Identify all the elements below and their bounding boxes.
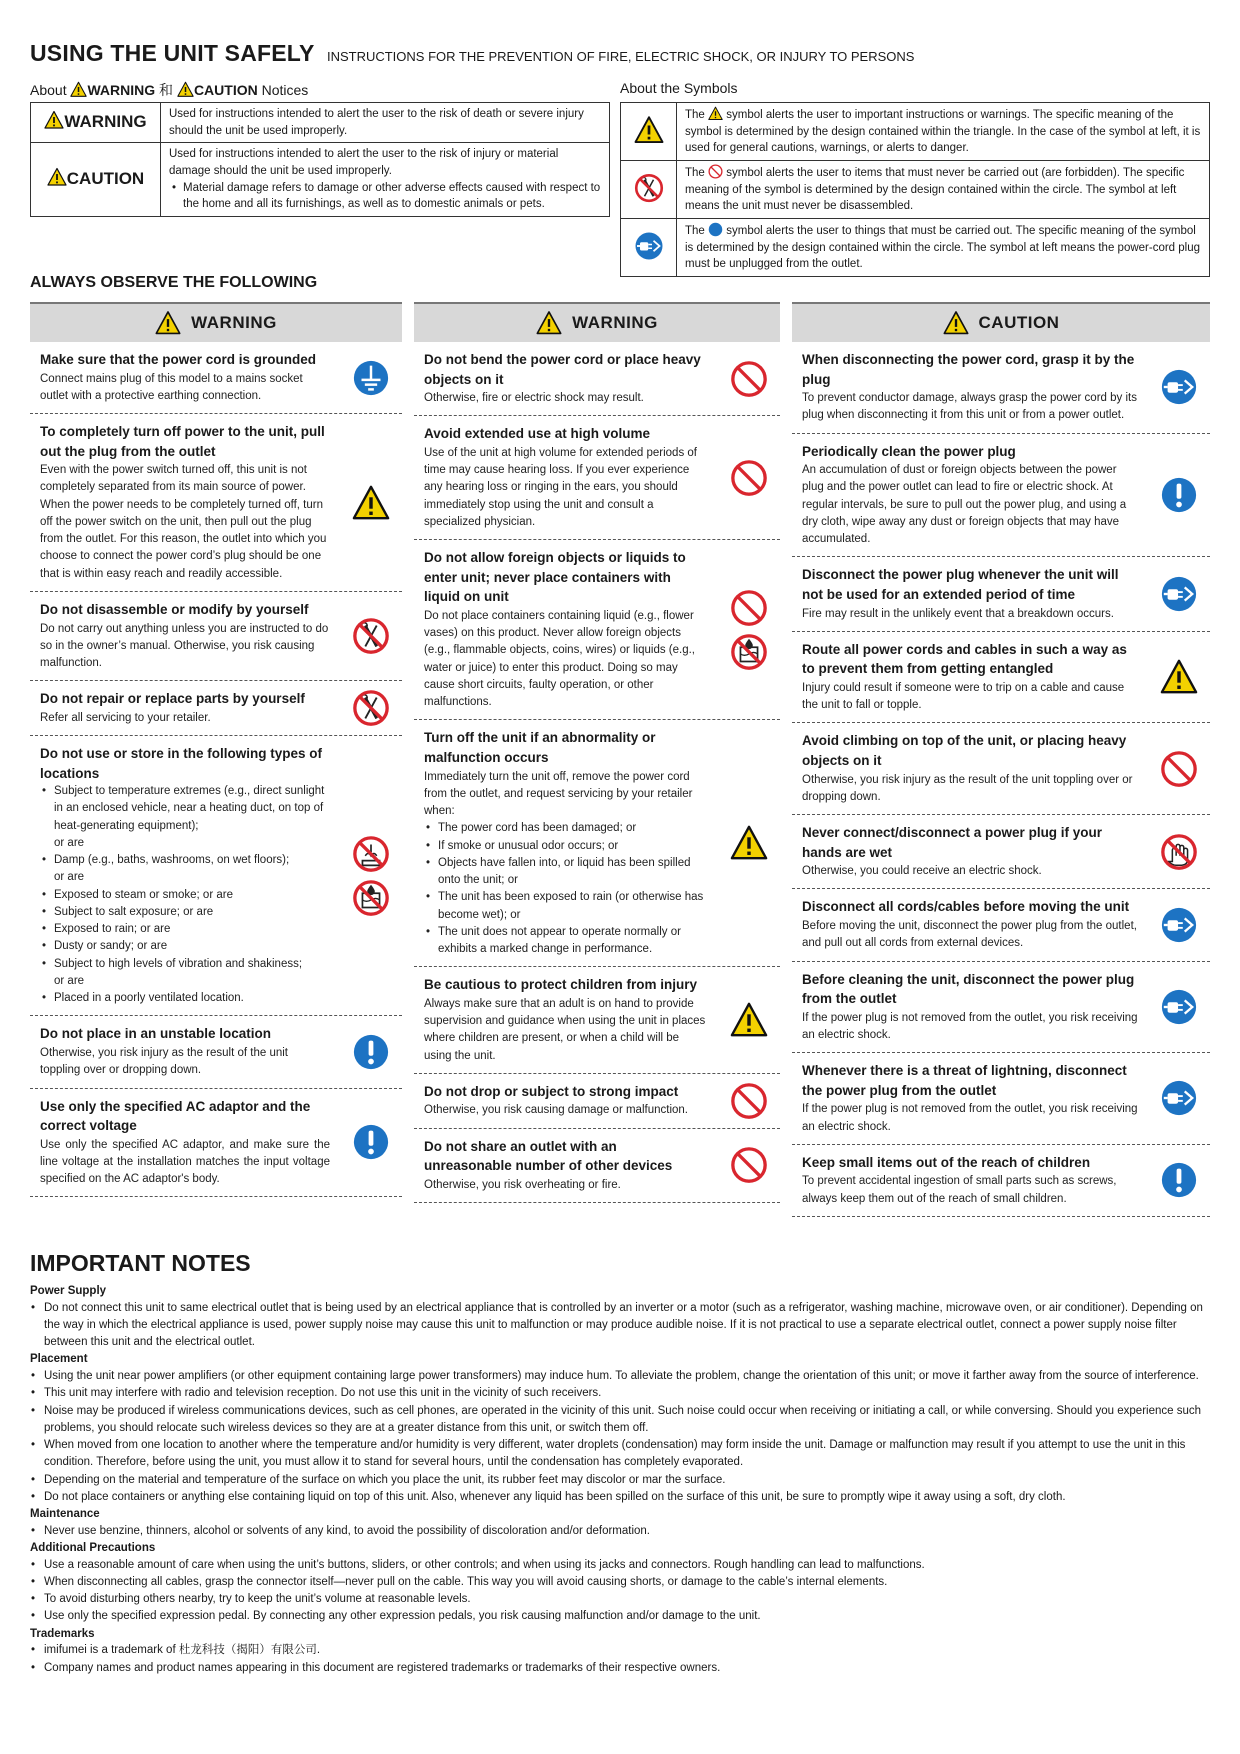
notes-bullet: • Use only the specified expression pedal. By connecting any other expression pedals, you risk causing malfunction and/or damage to the unit. (44, 1608, 1220, 1625)
safety-item (792, 962, 1210, 1054)
notes-bullet: • This unit may interfere with radio and television reception. Do not use this unit in the vicinity of such receivers. (44, 1385, 1220, 1402)
warning-triangle-icon (155, 310, 181, 336)
important-notes (30, 1250, 1220, 1677)
mandatory-icon (1160, 1161, 1198, 1199)
safety-item (30, 1089, 402, 1198)
item-description: Use of the unit at high volume for extended periods of time may cause hearing loss. If you ever experience any hearing loss or ringing in the ears, you should immediately stop using the unit and consult a specialized physician. (424, 446, 697, 528)
no-wet-hands-icon (1160, 833, 1198, 871)
safety-item (792, 342, 1210, 434)
notes-section-heading: Trademarks (30, 1627, 95, 1640)
warning-triangle-icon (70, 81, 87, 98)
notice-label: CAUTION (66, 169, 145, 189)
notes-bullet-list (30, 1523, 1220, 1540)
warning-triangle-icon (177, 81, 194, 98)
safety-item (414, 720, 780, 967)
safety-item (792, 557, 1210, 631)
symbol-definitions-table (620, 102, 1210, 277)
item-title: Whenever there is a threat of lightning, disconnect the power plug from the outlet (802, 1063, 1127, 1098)
safety-item (792, 815, 1210, 889)
item-description: Otherwise, you risk injury as the result of the unit toppling over or dropping down. (802, 773, 1133, 803)
warning-triangle-icon (943, 310, 969, 336)
item-description: An accumulation of dust or foreign objects between the power plug and the power outlet can lead to fire or electric shock. At regular intervals, be sure to pull out the power plug, and using a dry cloth, wipe away any dust or foreign objects that may have accumulated. (802, 464, 1127, 546)
about-symbols-heading: About the Symbols (620, 80, 738, 96)
item-title: Do not share an outlet with an unreasonable number of other devices (424, 1138, 673, 1174)
item-title: Disconnect all cords/cables before moving the unit (802, 899, 1130, 915)
symbol-description: symbol alerts the user to items that must never be carried out (are forbidden). The specific meaning of the symbol is determined by the design contained within the circle. The symbol at left means the unit must never be disassembled. (685, 167, 1185, 213)
item-title: When disconnecting the power cord, grasp it by the plug (802, 352, 1135, 387)
item-bullet: • Exposed to steam or smoke; or are (54, 887, 330, 904)
symbol-row-prohibited: The symbol alerts the user to items that must never be carried out (are forbidden). The specific meaning of the symbol is determined by the design contained within the circle. The symbol at left means the unit must never be disassembled. (621, 161, 1210, 219)
item-title: Never connect/disconnect a power plug if your hands are wet (802, 825, 1103, 860)
mandatory-icon (352, 1033, 390, 1071)
page-title: USING THE UNIT SAFELY (30, 40, 315, 66)
notes-section-heading: Power Supply (30, 1285, 107, 1297)
prohibited-icon (730, 1146, 768, 1184)
no-water-icon (352, 879, 390, 917)
unplug-icon (1160, 906, 1198, 944)
item-description: Injury could result if someone were to trip on a cable and cause the unit to fall or topple. (802, 681, 1125, 712)
mandatory-dot-icon (708, 222, 723, 237)
safety-item (414, 540, 780, 720)
notes-bullet: • imifumei is a trademark of 杜龙科技（揭阳）有限公司. (44, 1642, 1220, 1659)
item-description: To prevent conductor damage, always grasp the power cord by its plug when disconnecting it from this unit or from a power outlet. (802, 392, 1137, 422)
item-description: Connect mains plug of this model to a mains socket outlet with a protective earthing connection. (40, 372, 303, 402)
item-title: Do not use or store in the following types of locations (40, 746, 323, 781)
warning-triangle-icon (352, 484, 390, 522)
safety-item (414, 1129, 780, 1203)
item-bullet: or are (54, 871, 85, 884)
safety-item (414, 416, 780, 540)
notes-bullet: • Using the unit near power amplifiers (or other equipment containing large power transformers) may induce hum. To alleviate the problem, change the orientation of this unit; or move it farther away from the source of interference. (44, 1368, 1220, 1385)
unplug-icon (1160, 575, 1198, 613)
symbol-row-mandatory: The symbol alerts the user to things that must be carried out. The specific meaning of the symbol is determined by the design contained within the circle. The symbol at left means the power-cord plug must be unplugged from the outlet. (621, 219, 1210, 277)
notes-bullet-list (30, 1642, 1220, 1677)
safety-item (414, 342, 780, 416)
item-title: Do not place in an unstable location (40, 1026, 272, 1042)
notes-bullet: • Noise may be produced if wireless communications devices, such as cell phones, are operated in the vicinity of this unit. Such noise could occur when receiving or initiating a call, or while conversing. Should you experience such problems, you should relocate such wireless devices so they are at a greater distance from this unit, or switch them off. (44, 1403, 1220, 1438)
item-title: Use only the specified AC adaptor and the correct voltage (40, 1098, 311, 1134)
item-description: Do not carry out anything unless you are instructed to do so in the owner’s manual. Otherwise, you risk causing malfunction. (40, 622, 329, 669)
symbol-description: symbol alerts the user to things that must be carried out. The specific meaning of the symbol is determined by the design contained within the circle. The symbol at left means the power-cord plug must be unplugged from the outlet. (685, 225, 1201, 271)
item-description: Use only the specified AC adaptor, and make sure the line voltage at the installation matches the input voltage specified on the AC adaptor's body. (40, 1138, 330, 1186)
item-description: If the power plug is not removed from the outlet, you risk receiving an electric shock. (802, 1011, 1138, 1041)
prohibited-icon (708, 164, 723, 179)
item-title: Make sure that the power cord is grounded (40, 352, 317, 367)
safety-item (792, 632, 1210, 724)
safety-item (792, 1053, 1210, 1145)
no-disassemble-icon (634, 173, 664, 203)
item-title: Before cleaning the unit, disconnect the power plug from the outlet (802, 971, 1135, 1007)
prohibited-icon (730, 1082, 768, 1120)
warning-triangle-icon (708, 106, 723, 121)
item-bullet: or are (54, 974, 85, 987)
safety-item (792, 889, 1210, 961)
about-notices-heading: About WARNING 和 CAUTION Notices (30, 82, 309, 98)
symbol-description: symbol alerts the user to important instructions or warnings. The specific meaning of the symbol is determined by the design contained within the triangle. In the case of the symbol at left, it is used for general cautions, warnings, or alerts to danger. (685, 109, 1201, 155)
item-title: Do not drop or subject to strong impact (424, 1083, 679, 1099)
safety-item (30, 342, 402, 414)
item-description: If the power plug is not removed from the outlet, you risk receiving an electric shock. (802, 1103, 1138, 1133)
item-bullet-list (40, 783, 330, 1007)
no-disassemble-icon (352, 617, 390, 655)
column-header: WARNING (414, 302, 780, 342)
notes-bullet-list (30, 1557, 1220, 1626)
no-disassemble-icon (352, 689, 390, 727)
item-bullet: • Damp (e.g., baths, washrooms, on wet floors); (54, 852, 330, 869)
notes-section-heading: Additional Precautions (30, 1542, 156, 1555)
column-header: WARNING (30, 302, 402, 342)
item-title: Route all power cords and cables in such a way as to prevent them from getting entangled (802, 641, 1127, 677)
item-title: Do not allow foreign objects or liquids to enter unit; never place containers with liquid on unit (424, 550, 686, 605)
notice-row-caution (31, 143, 610, 217)
safety-item (30, 736, 402, 1016)
notes-bullet: • To avoid disturbing others nearby, try to keep the unit’s volume at reasonable levels. (44, 1591, 1220, 1608)
item-bullet: • Subject to high levels of vibration and shakiness; (54, 956, 330, 973)
warning-column-2 (414, 302, 780, 1203)
safety-item (30, 681, 402, 736)
item-description: Otherwise, fire or electric shock may result. (424, 392, 644, 405)
notes-bullet: • Do not connect this unit to same electrical outlet that is being used by an electrical appliance that is controlled by an inverter or a motor (such as a refrigerator, washing machine, microwave oven, or air conditioner). Depending on the way in which the electrical appliance is used, power supply noise may cause this unit to malfunction or may produce audible noise. If it is not practical to use a separate electrical outlet, connect a power supply noise filter between this unit and the electrical outlet. (44, 1300, 1220, 1352)
item-description: Otherwise, you could receive an electric shock. (802, 865, 1042, 878)
notice-label: WARNING (64, 112, 147, 132)
safety-item (792, 723, 1210, 815)
no-water-icon (730, 633, 768, 671)
symbol-row-warning: The symbol alerts the user to important instructions or warnings. The specific meaning of the symbol is determined by the design contained within the triangle. In the case of the symbol at left, it is used for general cautions, warnings, or alerts to danger. (621, 103, 1210, 161)
safety-item (792, 434, 1210, 558)
item-description: To prevent accidental ingestion of small parts such as screws, always keep them out of the reach of small children. (802, 1175, 1117, 1205)
notice-description: Used for instructions intended to alert the user to the risk of injury or material damage should the unit be used improperly. (169, 148, 559, 178)
notes-bullet: • Never use benzine, thinners, alcohol or solvents of any kind, to avoid the possibility of discoloration and/or deformation. (44, 1523, 1220, 1540)
unplug-icon (1160, 988, 1198, 1026)
notice-bullet: • Material damage refers to damage or other adverse effects caused with respect to the home and all its furnishings, as well as to domestic animals or pets. (183, 180, 601, 213)
prohibited-icon (730, 360, 768, 398)
item-bullet: • Placed in a poorly ventilated location. (54, 990, 330, 1007)
notes-section-heading: Maintenance (30, 1508, 100, 1521)
notice-row-warning (31, 103, 610, 143)
column-header: CAUTION (792, 302, 1210, 342)
item-title: Avoid climbing on top of the unit, or placing heavy objects on it (802, 733, 1127, 768)
warning-triangle-icon (730, 824, 768, 862)
safety-item (30, 414, 402, 592)
item-bullet: • Subject to temperature extremes (e.g., direct sunlight in an enclosed vehicle, near a heating duct, on top of heat-generating equipment); (54, 783, 330, 835)
item-title: Avoid extended use at high volume (424, 426, 651, 442)
item-bullet: • The unit has been exposed to rain (or otherwise has become wet); or (438, 889, 708, 924)
notes-bullet: • Do not place containers or anything else containing liquid on top of this unit. Also, whenever any liquid has been spilled on the surface of this unit, be sure to promptly wipe it away using a soft, dry cloth. (44, 1489, 1220, 1506)
item-title: Keep small items out of the reach of children (802, 1154, 1091, 1170)
notes-section-heading: Placement (30, 1353, 88, 1366)
notes-bullet: • When disconnecting all cables, grasp the connector itself—never pull on the cable. This way you will avoid causing shorts, or damage to the cable’s internal elements. (44, 1574, 1220, 1591)
item-description: Immediately turn the unit off, remove the power cord from the outlet, and request servicing by your retailer when: (424, 770, 693, 817)
item-title: Do not disassemble or modify by yourself (40, 601, 309, 617)
notes-bullet: • Use a reasonable amount of care when using the unit’s buttons, sliders, or other controls; and when using its jacks and connectors. Rough handling can lead to malfunctions. (44, 1557, 1220, 1574)
item-bullet: • Objects have fallen into, or liquid has been spilled onto the unit; or (438, 855, 708, 890)
safety-item (414, 1074, 780, 1129)
notes-bullet: • Company names and product names appearing in this document are registered trademarks or trademarks of their respective owners. (44, 1660, 1220, 1677)
item-description: Otherwise, you risk overheating or fire. (424, 1178, 621, 1191)
prohibited-icon (1160, 750, 1198, 788)
item-bullet: or are (54, 836, 85, 849)
item-description: Do not place containers containing liquid (e.g., flower vases) on this product. Never allow foreign objects (e.g., flammable objects, coins, wires) or liquids (e.g., water or juice) to enter this product. Doing so may cause short circuits, faulty operation, or other malfunctions. (424, 609, 695, 709)
item-title: To completely turn off power to the unit, pull out the plug from the outlet (40, 424, 325, 459)
item-bullet: • Exposed to rain; or are (54, 921, 330, 938)
item-bullet: • Subject to salt exposure; or are (54, 904, 330, 921)
warning-triangle-icon (44, 110, 64, 130)
warning-triangle-icon (536, 310, 562, 336)
item-title: Disconnect the power plug whenever the unit will not be used for an extended period of time (802, 567, 1119, 602)
item-title: Be cautious to protect children from injury (424, 977, 698, 993)
item-bullet: • The power cord has been damaged; or (438, 820, 708, 837)
item-bullet: • The unit does not appear to operate normally or exhibits a marked change in performance. (438, 924, 708, 959)
item-description: Always make sure that an adult is on hand to provide supervision and guidance when using the unit in places where children are present, or when a child will be using the unit. (424, 997, 706, 1062)
unplug-icon (1160, 1079, 1198, 1117)
warning-column-1 (30, 302, 402, 1197)
prohibited-icon (730, 589, 768, 627)
always-observe-heading: ALWAYS OBSERVE THE FOLLOWING (30, 274, 318, 291)
caution-column (792, 302, 1210, 1217)
item-title: Do not repair or replace parts by yourself (40, 691, 305, 707)
item-bullet: • If smoke or unusual odor occurs; or (438, 838, 708, 855)
page-header (30, 40, 914, 67)
warning-triangle-icon (1160, 658, 1198, 696)
no-wet-icon (352, 835, 390, 873)
mandatory-icon (352, 1123, 390, 1161)
notes-title: IMPORTANT NOTES (30, 1250, 251, 1276)
safety-item (30, 1016, 402, 1088)
notice-description: Used for instructions intended to alert the user to the risk of death or severe injury should the unit be used improperly. (161, 103, 610, 143)
notice-definitions-table (30, 102, 610, 217)
prohibited-icon (730, 459, 768, 497)
safety-item (30, 592, 402, 681)
item-title: Do not bend the power cord or place heavy objects on it (424, 352, 701, 387)
unplug-icon (634, 231, 664, 261)
item-bullet: • Dusty or sandy; or are (54, 938, 330, 955)
notes-bullet: • Depending on the material and temperature of the surface on which you place the unit, its rubber feet may discolor or mar the surface. (44, 1472, 1220, 1489)
item-description: Fire may result in the unlikely event that a breakdown occurs. (802, 607, 1114, 620)
notes-bullet-list (30, 1300, 1220, 1352)
item-description: Otherwise, you risk injury as the result of the unit toppling over or dropping down. (40, 1047, 288, 1077)
safety-item (792, 1145, 1210, 1217)
ground-icon (352, 359, 390, 397)
warning-triangle-icon (730, 1001, 768, 1039)
mandatory-icon (1160, 476, 1198, 514)
item-title: Periodically clean the power plug (802, 443, 1016, 459)
item-title: Turn off the unit if an abnormality or malfunction occurs (424, 730, 656, 765)
notes-bullet: • When moved from one location to another where the temperature and/or humidity is very different, water droplets (condensation) may form inside the unit. Damage or malfunction may result if you attempt to use the unit in this condition. Therefore, before using the unit, you must allow it to stand for several hours, until the condensation has completely evaporated. (44, 1437, 1220, 1472)
item-description: Even with the power switch turned off, this unit is not completely separated from its main source of power. When the power needs to be completely turned off, turn off the power switch on the unit, then pull out the plug from the outlet. For this reason, the outlet into which you choose to connect the power cord’s plug should be one that is within easy reach and readily accessible. (40, 464, 327, 580)
notes-bullet-list (30, 1368, 1220, 1506)
warning-triangle-icon (47, 167, 67, 187)
warning-triangle-icon (634, 115, 664, 145)
safety-item (414, 967, 780, 1074)
item-description: Otherwise, you risk causing damage or malfunction. (424, 1104, 688, 1117)
unplug-icon (1160, 368, 1198, 406)
item-bullet-list (424, 820, 708, 958)
item-description: Refer all servicing to your retailer. (40, 711, 211, 724)
item-description: Before moving the unit, disconnect the power plug from the outlet, and pull out all cords from external devices. (802, 920, 1137, 950)
page-subtitle: INSTRUCTIONS FOR THE PREVENTION OF FIRE, ELECTRIC SHOCK, OR INJURY TO PERSONS (326, 49, 915, 64)
